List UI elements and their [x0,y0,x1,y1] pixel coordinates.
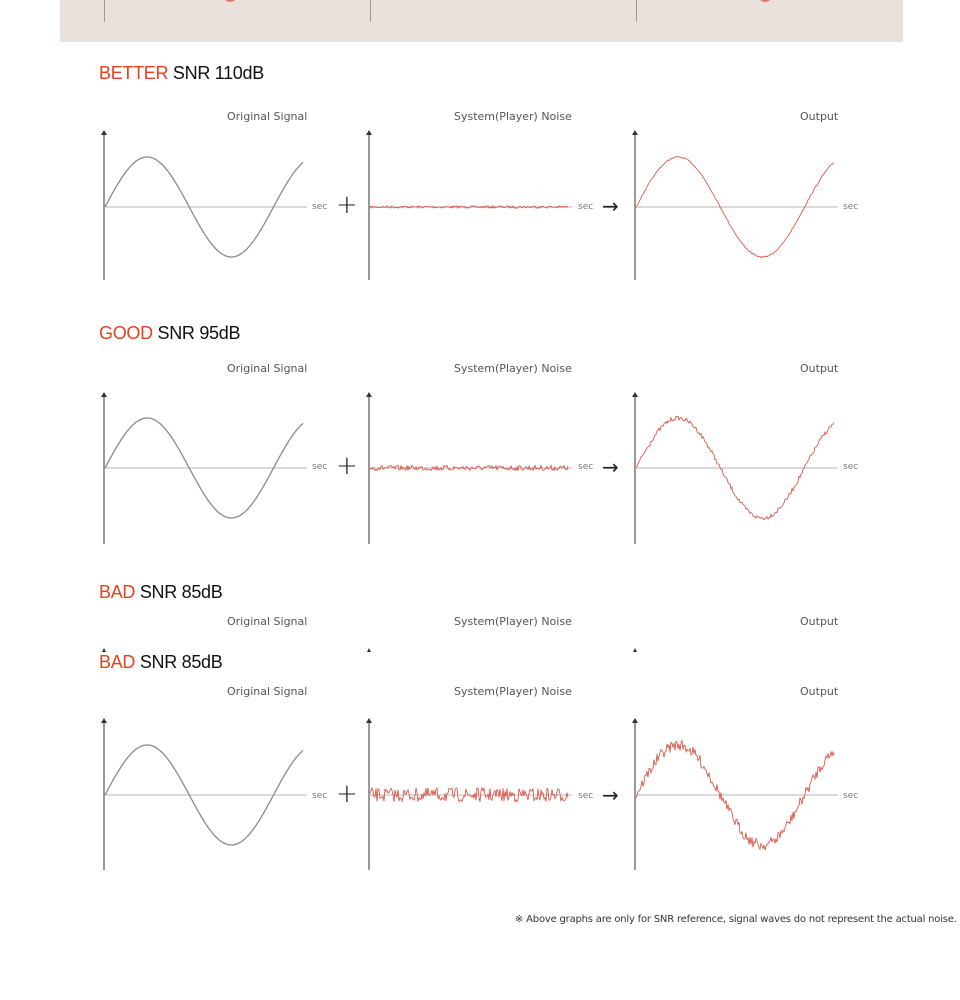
y-axis-arrowhead [632,392,638,397]
axis-arrowhead [633,648,637,652]
footnote: ※ Above graphs are only for SNR reference, signal waves do not represent the actual noise. [515,914,957,925]
plus-operator: + [336,190,358,220]
axis-unit-label: sec [843,462,859,472]
original-signal-plot [101,130,311,280]
grade-label: BAD [99,582,136,602]
section-title [99,63,264,84]
noise-plot [366,392,576,544]
noise-label: System(Player) Noise [454,362,572,375]
output-plot [632,130,842,280]
grade-label: GOOD [99,323,153,343]
plus-operator: + [336,451,358,481]
snr-value: SNR 95dB [157,323,241,343]
plus-operator: + [336,779,358,809]
output-label: Output [800,685,839,698]
axis-unit-label: sec [843,202,859,212]
output-label: Output [800,362,839,375]
axis-unit-label: sec [312,462,328,472]
arrow-operator: → [602,783,619,807]
y-axis-arrowhead [101,718,107,723]
output-label: Output [800,615,839,628]
noise-label: System(Player) Noise [454,685,572,698]
output-label: Output [800,110,839,123]
original-signal-plot [101,718,311,870]
noise-plot [366,130,576,280]
grade-label: BETTER [99,63,169,83]
snr-value: SNR 85dB [139,582,223,602]
axis-unit-label: sec [843,791,859,801]
y-axis-arrowhead [366,130,372,135]
y-axis-arrowhead [101,392,107,397]
y-axis-arrowhead [366,718,372,723]
original-signal-plot [101,392,311,544]
arrow-operator: → [602,194,619,218]
original-signal-label: Original Signal [227,110,308,123]
section-title [99,323,240,344]
snr-value: SNR 85dB [139,652,223,672]
y-axis-arrowhead [101,130,107,135]
band-divider [370,0,371,22]
band-wave-fragment [223,0,237,2]
axis-arrowhead [367,648,371,652]
band-divider [636,0,637,22]
band-divider [104,0,105,22]
axis-unit-label: sec [312,791,328,801]
top-band [60,0,903,42]
y-axis-arrowhead [632,718,638,723]
original-signal-label: Original Signal [227,615,308,628]
original-signal-label: Original Signal [227,685,308,698]
section-title [99,652,222,673]
noise-plot [366,718,576,870]
output-plot [632,392,842,544]
axis-unit-label: sec [578,791,594,801]
grade-label: BAD [99,652,136,672]
noise-label: System(Player) Noise [454,110,572,123]
axis-unit-label: sec [312,202,328,212]
axis-unit-label: sec [578,462,594,472]
axis-unit-label: sec [578,202,594,212]
band-wave-fragment [758,0,772,2]
output-plot [632,718,842,870]
original-signal-label: Original Signal [227,362,308,375]
y-axis-arrowhead [632,130,638,135]
snr-value: SNR 110dB [172,63,264,83]
y-axis-arrowhead [366,392,372,397]
section-title [99,582,222,603]
arrow-operator: → [602,455,619,479]
noise-label: System(Player) Noise [454,615,572,628]
